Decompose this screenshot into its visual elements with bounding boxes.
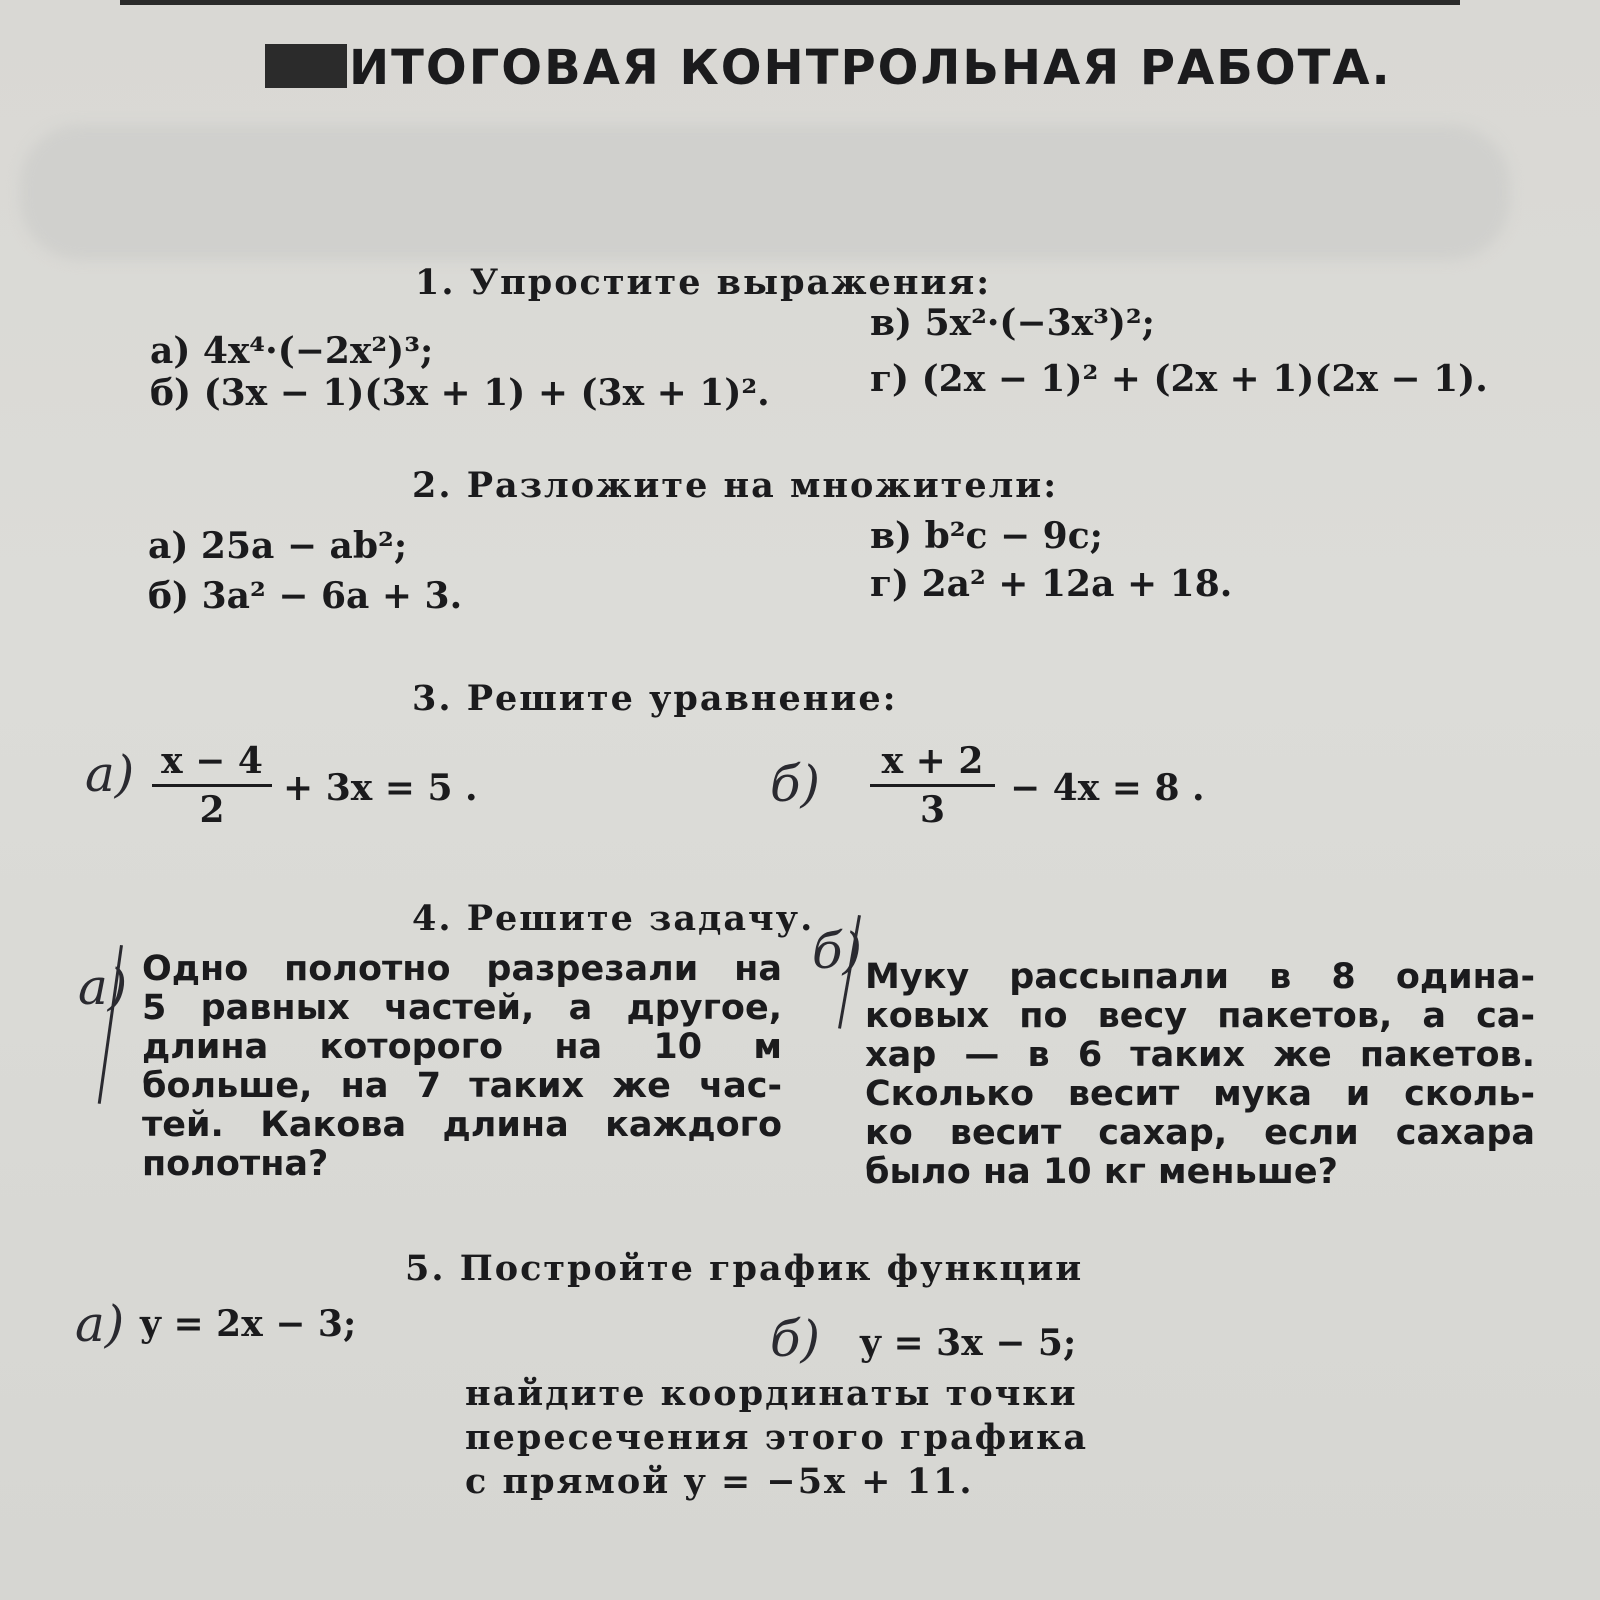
task4-b-line: ко весит сахар, если сахара bbox=[865, 1113, 1535, 1153]
task2-b: б) 3a² − 6a + 3. bbox=[148, 575, 463, 617]
task4-a-line: тей. Какова длина каждого bbox=[142, 1105, 782, 1145]
fraction-bar bbox=[152, 784, 272, 787]
task4-heading: 4. Решите задачу. bbox=[412, 898, 815, 939]
redacted-number bbox=[265, 44, 347, 88]
task3-a-numerator: x − 4 bbox=[161, 740, 263, 782]
task1-v: в) 5x²·(−3x³)²; bbox=[870, 302, 1155, 344]
task3-a-denominator: 2 bbox=[199, 789, 225, 831]
task2-a: а) 25a − ab²; bbox=[148, 525, 408, 567]
task5-heading: 5. Постройте график функции bbox=[405, 1248, 1084, 1289]
task3-heading: 3. Решите уравнение: bbox=[412, 678, 898, 719]
task4-b-text bbox=[865, 958, 1535, 1192]
task2-heading: 2. Разложите на множители: bbox=[412, 465, 1059, 506]
task3-b-mark: б) bbox=[770, 755, 821, 813]
task3-b-fraction bbox=[870, 740, 995, 831]
task5-a: y = 2x − 3; bbox=[140, 1303, 357, 1345]
task4-a-line: длина которого на 10 м bbox=[142, 1027, 782, 1067]
task5-a-mark: а) bbox=[75, 1295, 125, 1353]
task4-a-text bbox=[142, 950, 782, 1184]
task3-b-denominator: 3 bbox=[919, 789, 946, 831]
task2-v: в) b²c − 9c; bbox=[870, 515, 1103, 557]
task5-note-line: пересечения этого графика bbox=[465, 1417, 1089, 1458]
task3-a-rest: + 3x = 5 . bbox=[283, 767, 478, 809]
page-title-text: ИТОГОВАЯ КОНТРОЛЬНАЯ РАБОТА. bbox=[349, 40, 1392, 96]
task5-b: y = 3x − 5; bbox=[860, 1322, 1077, 1364]
task4-b-line: хар — в 6 таких же пакетов. bbox=[865, 1035, 1535, 1075]
task5-note bbox=[465, 1372, 1088, 1504]
page-title bbox=[265, 40, 1392, 96]
fraction-bar bbox=[870, 784, 995, 787]
task4-b-line: было на 10 кг меньше? bbox=[865, 1152, 1338, 1192]
task1-g: г) (2x − 1)² + (2x + 1)(2x − 1). bbox=[870, 358, 1488, 400]
task3-a-fraction bbox=[152, 740, 272, 831]
task4-b-line: Сколько весит мука и сколь- bbox=[865, 1074, 1535, 1114]
task4-b-mark: б) bbox=[812, 922, 863, 980]
top-rule bbox=[120, 0, 1460, 19]
task4-b-line: ковых по весу пакетов, а са- bbox=[865, 996, 1535, 1036]
task4-a-line: полотна? bbox=[142, 1144, 329, 1184]
task2-g: г) 2a² + 12a + 18. bbox=[870, 563, 1233, 605]
task1-heading: 1. Упростите выражения: bbox=[415, 262, 992, 303]
task5-b-mark: б) bbox=[770, 1310, 821, 1368]
task3-a-mark: а) bbox=[85, 745, 135, 803]
task4-a-line: 5 равных частей, а другое, bbox=[142, 988, 782, 1028]
task5-note-line: найдите координаты точки bbox=[465, 1373, 1078, 1414]
task4-a-line: больше, на 7 таких же час- bbox=[142, 1066, 782, 1106]
task1-b: б) (3x − 1)(3x + 1) + (3x + 1)². bbox=[150, 372, 770, 414]
blurred-region bbox=[20, 125, 1510, 260]
task1-a: а) 4x⁴·(−2x²)³; bbox=[150, 330, 434, 372]
task4-a-mark: а) bbox=[78, 958, 128, 1016]
task3-b-numerator: x + 2 bbox=[881, 740, 984, 782]
task3-b-rest: − 4x = 8 . bbox=[1010, 767, 1205, 809]
task4-b-line: Муку рассыпали в 8 одина- bbox=[865, 957, 1535, 997]
task4-a-line: Одно полотно разрезали на bbox=[142, 949, 782, 989]
task5-note-line: с прямой y = −5x + 11. bbox=[465, 1461, 974, 1502]
